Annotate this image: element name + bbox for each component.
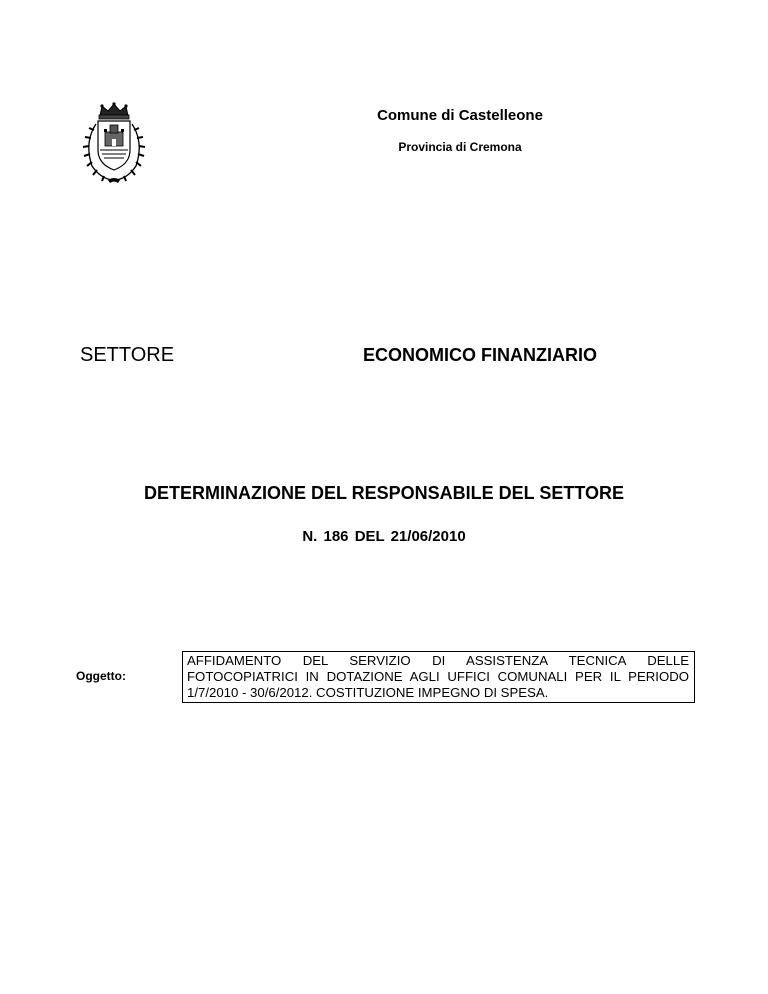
municipality-name: Comune di Castelleone: [377, 107, 543, 124]
coat-of-arms-icon: [78, 102, 150, 184]
determination-title: DETERMINAZIONE DEL RESPONSABILE DEL SETTORE: [143, 483, 625, 503]
sector-name: ECONOMICO FINANZIARIO: [363, 345, 597, 365]
sector-label: SETTORE: [80, 344, 175, 366]
subject-label: Oggetto:: [76, 669, 126, 683]
province-name: Provincia di Cremona: [398, 140, 522, 154]
subject-box: AFFIDAMENTO DEL SERVIZIO DI ASSISTENZA TECNICA DELLE FOTOCOPIATRICI IN DOTAZIONE AGLI UFFICI COMUNALI PER IL PERIODO 1/7/2010 - 30/6/2012. COSTITUZIONE IMPEGNO DI SPESA.: [182, 651, 695, 703]
determination-number: N. 186 DEL 21/06/2010: [302, 528, 466, 545]
